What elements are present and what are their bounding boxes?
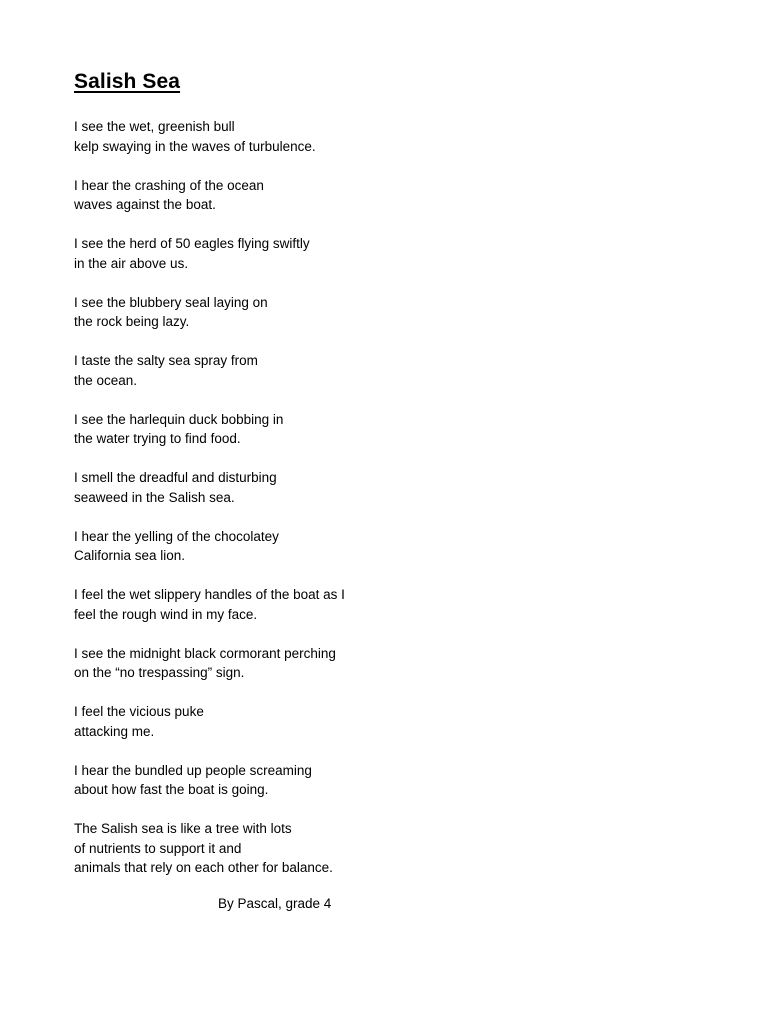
poem-line: the water trying to find food.	[74, 431, 241, 446]
poem-line: I smell the dreadful and disturbing	[74, 470, 277, 485]
poem-line: attacking me.	[74, 723, 155, 739]
poem-line: I see the blubbery seal laying on	[74, 294, 268, 310]
stanza	[74, 117, 694, 156]
poem-line: of nutrients to support it and	[74, 840, 242, 856]
stanza	[74, 351, 694, 390]
poem-line: kelp swaying in the waves of turbulence.	[74, 138, 316, 154]
poem-line: about how fast the boat is going.	[74, 782, 269, 797]
stanza	[74, 468, 694, 507]
poem-line: in the air above us.	[74, 255, 189, 271]
poem-line: I hear the yelling of the chocolatey	[74, 528, 279, 544]
stanza	[74, 410, 694, 449]
stanza	[74, 234, 694, 273]
stanza	[74, 527, 694, 566]
poem-line: seaweed in the Salish sea.	[74, 489, 235, 505]
poem-line: The Salish sea is like a tree with lots	[74, 821, 292, 836]
poem-line: animals that rely on each other for balance.	[74, 860, 333, 875]
stanza	[74, 293, 694, 332]
poem-line: on the “no trespassing” sign.	[74, 665, 245, 680]
poem-line: the rock being lazy.	[74, 314, 190, 329]
stanza	[74, 819, 694, 878]
poem-line: feel the rough wind in my face.	[74, 606, 258, 622]
poem-line: I see the herd of 50 eagles flying swiftly	[74, 236, 310, 251]
poem-line: I taste the salty sea spray from	[74, 353, 258, 368]
poem-line: I hear the bundled up people screaming	[74, 762, 312, 778]
stanza	[74, 761, 694, 800]
poem-line: I feel the wet slippery handles of the boat as I	[74, 587, 345, 602]
poem-line: California sea lion.	[74, 548, 186, 563]
poem-body	[74, 117, 694, 897]
poem-line: I see the wet, greenish bull	[74, 119, 235, 134]
poem-line: waves against the boat.	[74, 197, 216, 212]
stanza	[74, 644, 694, 683]
poem-line: I see the harlequin duck bobbing in	[74, 411, 284, 427]
stanza	[74, 176, 694, 215]
poem-title: Salish Sea	[74, 70, 181, 93]
poem-line: I see the midnight black cormorant perching	[74, 645, 336, 661]
author-byline: By Pascal, grade 4	[218, 896, 332, 911]
poem-line: I feel the vicious puke	[74, 704, 204, 719]
poem-line: the ocean.	[74, 372, 138, 388]
stanza	[74, 702, 694, 741]
poem-line: I hear the crashing of the ocean	[74, 177, 264, 193]
stanza	[74, 585, 694, 624]
